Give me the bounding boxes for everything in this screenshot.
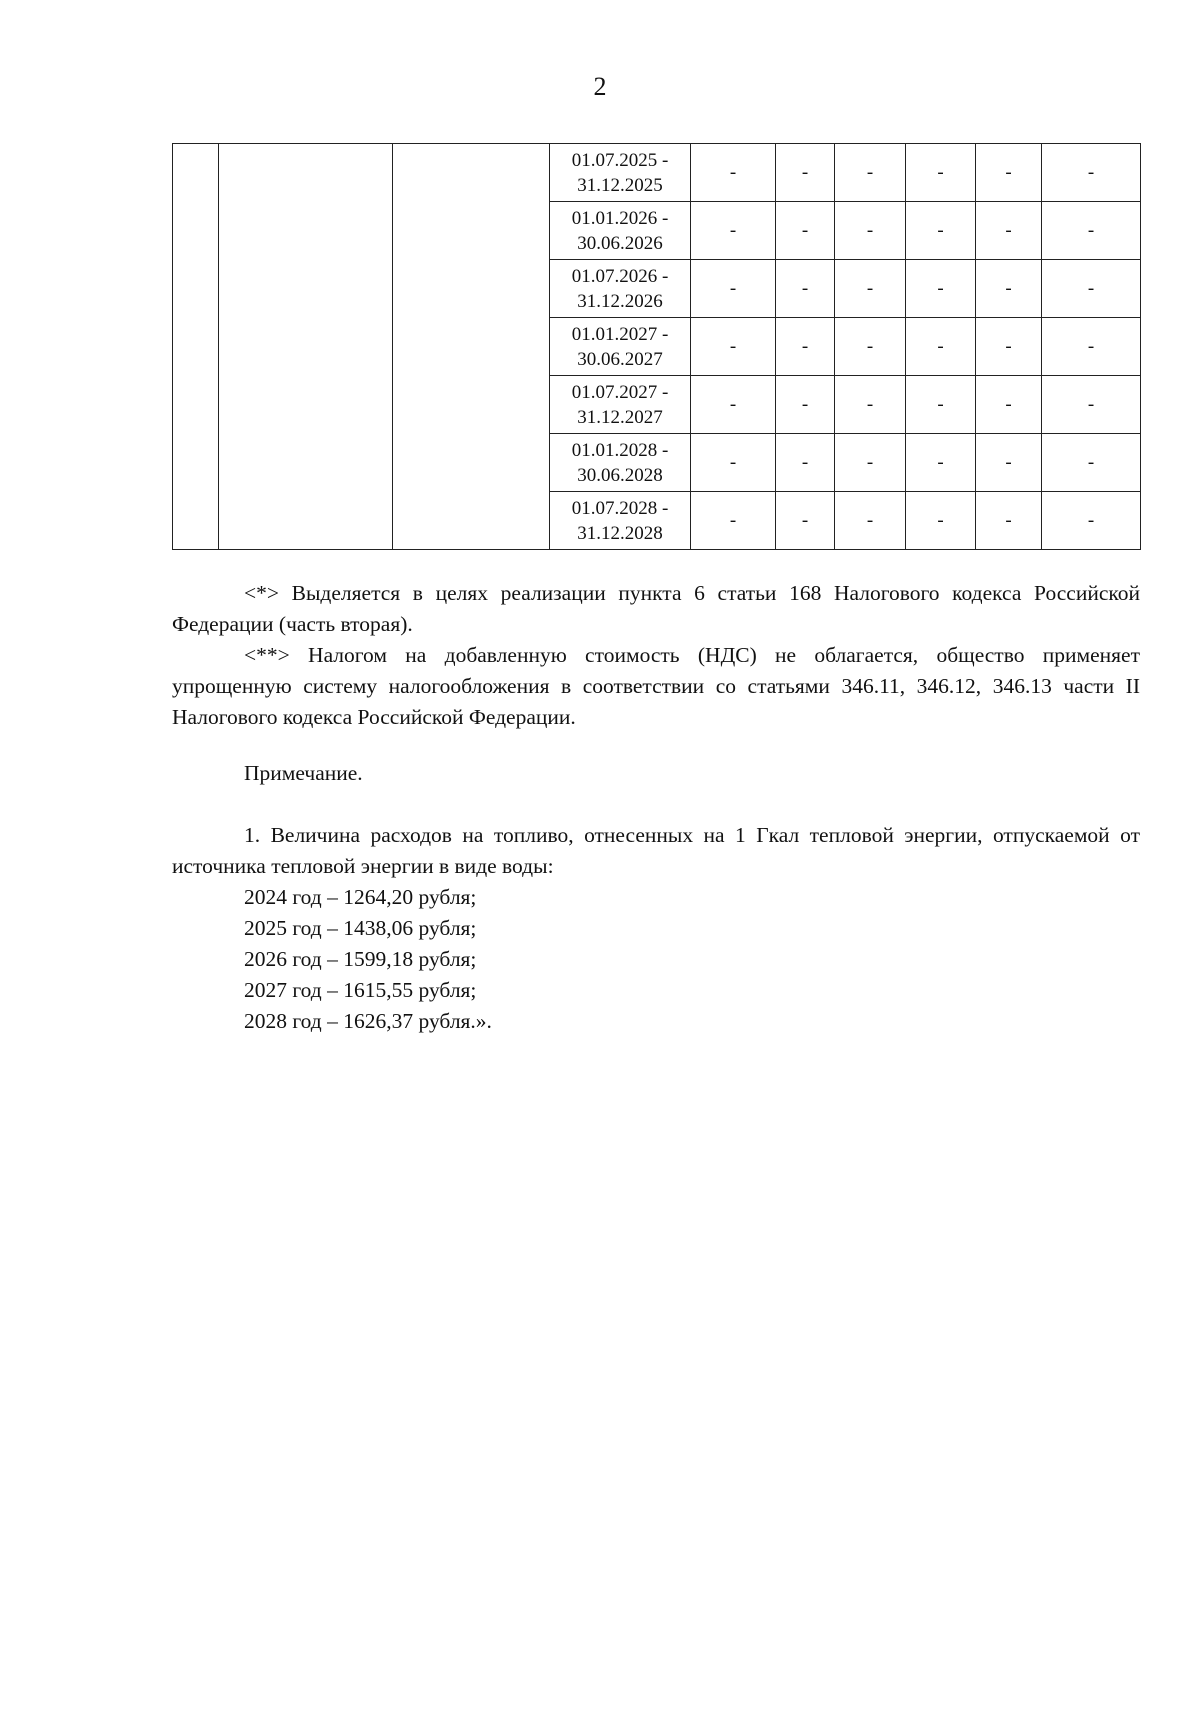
value-cell: - bbox=[835, 260, 906, 318]
period-end: 31.12.2025 bbox=[577, 174, 663, 196]
notes-item-1: 1. Величина расходов на топливо, отнесенных на 1 Гкал тепловой энергии, отпускаемой от источника тепловой энергии в виде воды: bbox=[172, 823, 1140, 878]
table-cell-indicator bbox=[393, 144, 550, 550]
notes-heading: Примечание. bbox=[244, 761, 363, 785]
value-cell: - bbox=[906, 260, 976, 318]
value-cell: - bbox=[906, 202, 976, 260]
table-body bbox=[173, 144, 1141, 550]
period-cell bbox=[550, 318, 691, 376]
value-cell: - bbox=[835, 492, 906, 550]
value-cell: - bbox=[776, 434, 835, 492]
notes bbox=[172, 758, 1140, 1037]
period-start: 01.01.2027 - bbox=[571, 323, 669, 345]
period-cell bbox=[550, 260, 691, 318]
value-cell: - bbox=[1042, 202, 1141, 260]
value-cell: - bbox=[976, 434, 1042, 492]
footnote-vat-exempt: <**> Налогом на добавленную стоимость (НДС) не облагается, общество применяет упрощенную систему налогообложения в соответствии со статьями 346.11, 346.12, 346.13 части II Налогового кодекса Российской Федерации. bbox=[172, 643, 1140, 729]
period-cell bbox=[550, 202, 691, 260]
period-start: 01.01.2028 - bbox=[571, 439, 669, 461]
period-cell bbox=[550, 376, 691, 434]
value-cell: - bbox=[1042, 144, 1141, 202]
period-start: 01.07.2026 - bbox=[571, 265, 669, 287]
table-cell-organization bbox=[219, 144, 393, 550]
period-start: 01.07.2028 - bbox=[571, 497, 669, 519]
value-cell: - bbox=[776, 492, 835, 550]
fuel-cost-2024: 2024 год – 1264,20 рубля; bbox=[244, 885, 477, 909]
value-cell: - bbox=[976, 376, 1042, 434]
period-cell bbox=[550, 492, 691, 550]
value-cell: - bbox=[776, 144, 835, 202]
value-cell: - bbox=[835, 318, 906, 376]
value-cell: - bbox=[976, 260, 1042, 318]
value-cell: - bbox=[906, 376, 976, 434]
period-end: 30.06.2028 bbox=[577, 464, 663, 486]
value-cell: - bbox=[976, 318, 1042, 376]
value-cell: - bbox=[691, 434, 776, 492]
value-cell: - bbox=[906, 144, 976, 202]
period-start: 01.01.2026 - bbox=[571, 207, 669, 229]
period-end: 31.12.2028 bbox=[577, 522, 663, 544]
value-cell: - bbox=[691, 318, 776, 376]
value-cell: - bbox=[691, 202, 776, 260]
value-cell: - bbox=[835, 144, 906, 202]
footnote-vat-allocation: <*> Выделяется в целях реализации пункта 6 статьи 168 Налогового кодекса Российской Федерации (часть вторая). bbox=[172, 581, 1140, 636]
page-number: 2 bbox=[593, 72, 607, 101]
period-cell bbox=[550, 144, 691, 202]
value-cell: - bbox=[1042, 376, 1141, 434]
value-cell: - bbox=[776, 376, 835, 434]
period-end: 30.06.2026 bbox=[577, 232, 663, 254]
period-end: 30.06.2027 bbox=[577, 348, 663, 370]
period-start: 01.07.2027 - bbox=[571, 381, 669, 403]
fuel-cost-2026: 2026 год – 1599,18 рубля; bbox=[244, 947, 477, 971]
fuel-cost-2027: 2027 год – 1615,55 рубля; bbox=[244, 978, 477, 1002]
value-cell: - bbox=[691, 376, 776, 434]
value-cell: - bbox=[1042, 318, 1141, 376]
tariff-table bbox=[172, 143, 1141, 550]
fuel-cost-2028: 2028 год – 1626,37 рубля.». bbox=[244, 1009, 492, 1033]
value-cell: - bbox=[906, 318, 976, 376]
value-cell: - bbox=[691, 260, 776, 318]
value-cell: - bbox=[906, 434, 976, 492]
table-row bbox=[173, 144, 1141, 202]
fuel-cost-2025: 2025 год – 1438,06 рубля; bbox=[244, 916, 477, 940]
footnotes bbox=[172, 578, 1140, 733]
table-cell-number bbox=[173, 144, 219, 550]
value-cell: - bbox=[976, 144, 1042, 202]
value-cell: - bbox=[776, 318, 835, 376]
value-cell: - bbox=[691, 492, 776, 550]
value-cell: - bbox=[976, 202, 1042, 260]
value-cell: - bbox=[1042, 434, 1141, 492]
value-cell: - bbox=[776, 260, 835, 318]
value-cell: - bbox=[906, 492, 976, 550]
value-cell: - bbox=[835, 434, 906, 492]
period-end: 31.12.2027 bbox=[577, 406, 663, 428]
value-cell: - bbox=[835, 376, 906, 434]
period-cell bbox=[550, 434, 691, 492]
value-cell: - bbox=[835, 202, 906, 260]
value-cell: - bbox=[691, 144, 776, 202]
value-cell: - bbox=[776, 202, 835, 260]
period-start: 01.07.2025 - bbox=[571, 149, 669, 171]
period-end: 31.12.2026 bbox=[577, 290, 663, 312]
value-cell: - bbox=[976, 492, 1042, 550]
value-cell: - bbox=[1042, 260, 1141, 318]
spacer bbox=[172, 789, 1140, 820]
value-cell: - bbox=[1042, 492, 1141, 550]
